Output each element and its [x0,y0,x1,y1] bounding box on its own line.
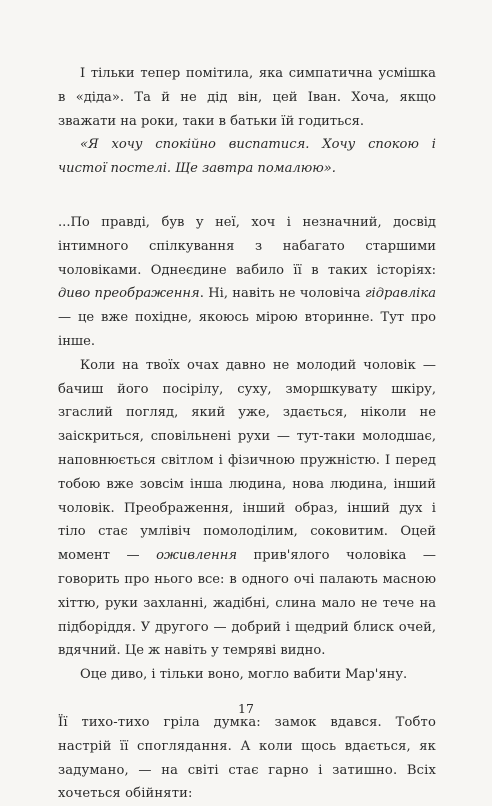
paragraph [58,354,436,663]
italic-quote: «Я хочу спокійно виспатися. Хочу спокою і чистої постелі. Ще завтра помалюю». [58,137,436,177]
book-page [58,62,436,806]
italic-phrase: оживлення [156,548,237,564]
paragraph: Оце диво, і тільки воно, могло вабити Мар'яну. [80,667,408,683]
text-block-2 [58,211,436,687]
text-block-3 [58,711,436,806]
paragraph: І тільки тепер помітила, яка симпатична усмішка в «діда». Та й не дід він, цей Іван. Хоча, якщо зважати на роки, таки в батьки їй годиться. [58,66,436,129]
italic-phrase: диво преображення [58,286,200,302]
text-block-1 [58,62,436,181]
page-number: 17 [238,701,254,716]
text-span: ...По правді, був у неї, хоч і незначний, досвід інтимного спілкування з набагато старшими чоловіками. Однеєдине вабило її в таких історіях: [58,214,436,278]
paragraph [58,211,436,354]
text-span: прив'ялого чоловіка — говорить про нього все: в одного очі палають масною хіттю, руки захланні, жадібні, слина мало не тече на підборіддя. У другого — добрий і щедрий блиск очей, вдячний. Це ж навіть у темряві видно. [58,548,437,659]
paragraph-italic-quote [58,133,436,181]
italic-phrase: гідравліка [364,286,437,302]
text-span: Коли на твоїх очах давно не молодий чоловік — бачиш його посірілу, суху, зморшкувату шкіру, згаслий погляд, який уже, здається, ніколи не заіскриться, сповільнені рухи — тут-таки молодшає, наповнюється світлом і фізичною пружністю. І перед тобою вже зовсім інша людина, нова людина, інший чоловік. Преображення, інший образ, інший дух і тіло стає умлівіч помолоділим, соковитим. Оцей момент — [58,357,436,564]
text-span: — це вже похідне, якоюсь мірою вторинне. Тут про інше. [58,310,436,349]
paragraph: Її тихо-тихо гріла думка: замок вдався. Тобто настрій її споглядання. А коли щось вдається, як задумано, — на світі стає гарно і затишно. Всіх хочеться обійняти: [58,714,436,802]
text-span: . Ні, навіть не чоловіча [199,286,365,302]
